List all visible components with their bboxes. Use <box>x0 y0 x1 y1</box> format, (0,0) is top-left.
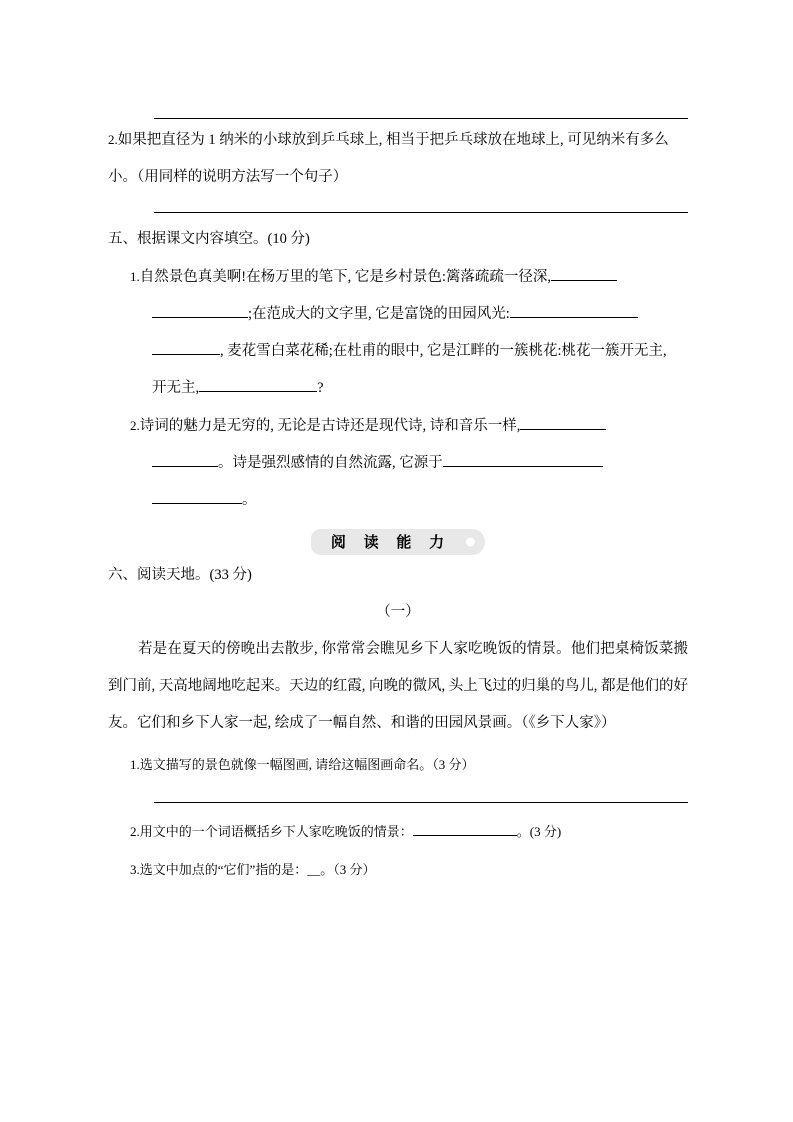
fill-blank[interactable] <box>152 452 218 468</box>
item-2-seg3: 。 <box>242 492 257 508</box>
item-2-seg1: 诗词的魅力是无穷的, 无论是古诗还是现代诗, 诗和音乐一样, <box>139 418 521 434</box>
reading-q1-text: 选文描写的景色就像一幅图画, 请给这幅图画命名。（3 分） <box>139 757 475 772</box>
fill-blank[interactable] <box>443 452 603 468</box>
section-six-subtitle: （一） <box>376 604 420 620</box>
reading-passage <box>108 631 688 742</box>
banner-dot-icon <box>466 538 475 547</box>
answer-rule-reading-1 <box>154 802 688 803</box>
section-five-item-2 <box>108 407 688 519</box>
banner-label: 阅 读 能 力 <box>330 535 452 551</box>
reading-passage-text: 若是在夏天的傍晚出去散步, 你常常会瞧见乡下人家吃晚饭的情景。他们把桌椅饭菜搬到门前, 天高地阔地吃起来。天边的红霞, 向晚的微风, 头上飞过的归巢的鸟儿, 都是他们的好友。它们和乡下人家一起, 绘成了一幅自然、和谐的田园风景画。（《乡下人家》） <box>108 641 688 731</box>
reading-question-3 <box>108 851 688 889</box>
fill-blank[interactable] <box>152 489 242 505</box>
item-1-seg2: ;在范成大的文字里, 它是富饶的田园风光: <box>248 306 510 322</box>
reading-q1-number: 1. <box>130 757 140 772</box>
item-1-seg1: 自然景色真美啊!在杨万里的笔下, 它是乡村景色:篱落疏疏一径深, <box>139 269 551 285</box>
section-five-item-1 <box>108 258 688 407</box>
fill-blank[interactable] <box>510 303 638 319</box>
section-six-heading: 六、阅读天地。(33 分) <box>108 567 252 583</box>
page-content <box>108 118 688 889</box>
reading-question-2 <box>108 813 688 851</box>
reading-q2-number: 2. <box>130 824 140 839</box>
reading-q2-text-after: 。(3 分) <box>516 824 562 839</box>
section-five-heading: 五、根据课文内容填空。(10 分) <box>108 231 310 247</box>
answer-rule-4-2 <box>154 212 688 213</box>
fill-blank[interactable] <box>199 377 317 393</box>
item-1-seg4: ? <box>317 380 324 396</box>
reading-question-1 <box>108 746 688 784</box>
question-4-2-text: 如果把直径为 1 纳米的小球放到乒乓球上, 相当于把乒乓球放在地球上, 可见纳米有多么小。（用同样的说明方法写一个句子） <box>108 132 669 185</box>
fill-blank[interactable] <box>152 303 248 319</box>
reading-q2-text-before: 用文中的一个词语概括乡下人家吃晚饭的情景： <box>139 824 413 839</box>
reading-q3-number: 3. <box>130 862 140 877</box>
item-2-number: 2. <box>130 418 140 433</box>
fill-blank[interactable] <box>413 821 517 837</box>
question-4-2 <box>108 121 688 196</box>
item-1-seg3: , 麦花雪白菜花稀;在杜甫的眼中, 它是江畔的一簇桃花:桃花一簇开无主, <box>220 343 667 359</box>
fill-blank[interactable] <box>520 415 606 431</box>
reading-q3-text: 选文中加点的“它们”指的是：__。（3 分） <box>139 862 376 877</box>
item-2-seg2: 。诗是强烈感情的自然流露, 它源于 <box>218 455 443 471</box>
section-banner-wrap <box>108 529 688 555</box>
reading-ability-banner <box>311 529 485 555</box>
item-1-number: 1. <box>130 269 140 284</box>
question-4-2-number: 2. <box>108 132 118 147</box>
fill-blank[interactable] <box>152 340 220 356</box>
fill-blank[interactable] <box>551 266 617 282</box>
answer-rule-top <box>154 118 688 119</box>
item-1-seg3-cont: 开无主, <box>152 380 200 396</box>
